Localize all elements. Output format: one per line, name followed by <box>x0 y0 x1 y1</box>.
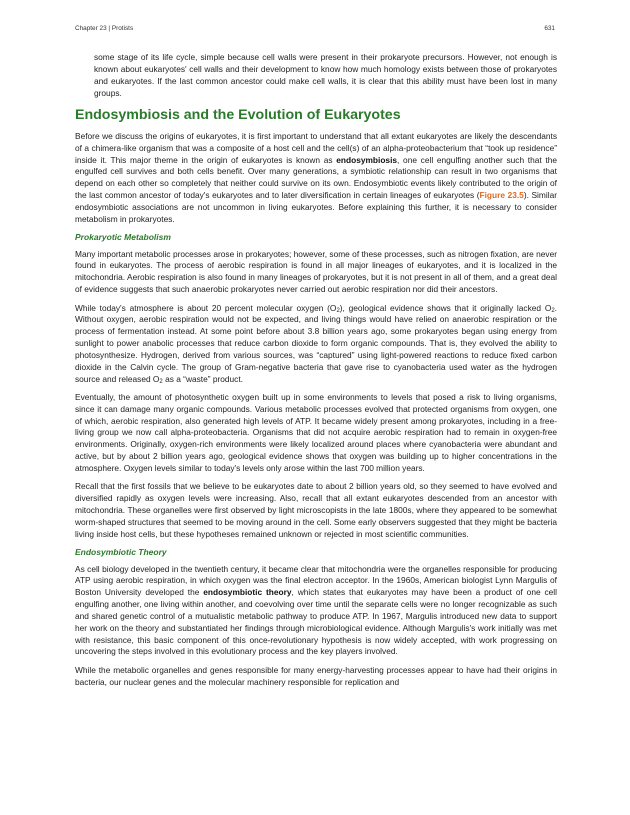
text-run: While today's atmosphere is about 20 percent molecular oxygen (O <box>75 302 337 313</box>
text-run: . Without oxygen, aerobic respiration would not be expected, and living things would have relied on anaerobic respiration or the process of fermentation instead. At some point before about 3.8 billion years ago, some prokaryotes began using energy from sunlight to power anabolic processes that reduce carbon dioxide to form organic compounds. That is, they evolved the ability to photosynthesize. Hydrogen, derived from various sources, was “captured” using light-powered reactions to reduce fixed carbon dioxide in the Calvin cycle. The group of Gram-negative bacteria that gave rise to cyanobacteria used water as the hydrogen source and released O <box>75 302 557 384</box>
endosymbiosis-paragraph <box>75 131 557 226</box>
chapter-label: Chapter 23 <box>75 25 107 32</box>
figure-link[interactable]: Figure 23.5 <box>479 190 524 201</box>
key-term-endosymbiotic-theory: endosymbiotic theory <box>203 587 292 598</box>
page-content <box>75 52 557 695</box>
section-title: Endosymbiosis and the Evolution of Eukaryotes <box>75 106 401 123</box>
subscript: 2 <box>336 307 340 314</box>
key-term-endosymbiosis: endosymbiosis <box>336 154 398 165</box>
page-header <box>75 25 555 33</box>
prokaryotic-paragraph-2 <box>75 303 557 386</box>
prokaryotic-paragraph-4: Recall that the first fossils that we believe to be eukaryotes date to about 2 billion years old, so they seemed to have evolved and diversified rapidly as oxygen levels were increasing. Also, recall that all extant eukaryotes descended from an ancestor with mitochondria. These organelles were first observed by light microscopists in the late 1800s, where they appeared to be somewhat worm-shaped structures that seemed to be moving around in the cell. Some early observers suggested that they might be bacteria living inside host cells, but these hypotheses remained unknown or rejected in most scientific communities. <box>75 481 557 539</box>
chapter-title: Protists <box>111 25 134 32</box>
subscript: 2 <box>159 378 163 385</box>
subsection-title-prokaryotic-metabolism: Prokaryotic Metabolism <box>75 232 171 243</box>
text-run: , which states that eukaryotes may have been a product of one cell engulfing another, one living within another, and coevolving over time until the separate cells were no longer recognizable as such and shared genetic control of a mutualistic metabolic pathway to produce ATP. In 1967, Margulis introduced new data to support her work on the theory and substantiated her findings through microbiological evidence. Although Margulis's work initially was met with resistance, this basic component of this once-revolutionary hypothesis is now widely accepted, with work progressing on uncovering the steps involved in this evolutionary process and the key players involved. <box>75 587 557 657</box>
text-run: as a “waste” product. <box>162 373 243 384</box>
text-run: Before we discuss the origins of eukaryotes, it is first important to understand that all extant eukaryotes are likely the descendants of a chimera-like organism that was a composite of a host cell and the cell(s) of an alpha-proteobacterium that “took up residence” inside it. This major theme in the origin of eukaryotes is known as <box>75 130 557 165</box>
endosymbiotic-paragraph-1 <box>75 564 557 659</box>
subscript: 2 <box>551 307 555 314</box>
text-run: ), geological evidence shows that it originally lacked O <box>339 302 552 313</box>
prokaryotic-paragraph-1: Many important metabolic processes arose in prokaryotes; however, some of these processes, such as nitrogen fixation, are never found in eukaryotes. The process of aerobic respiration is found in all major lineages of eukaryotes, and it is localized in the mitochondria. Aerobic respiration is also found in many lineages of prokaryotes, but it is not present in all of them, and a great deal of evidence suggests that such anaerobic prokaryotes never carried out aerobic respiration nor did their ancestors. <box>75 248 557 295</box>
running-head <box>75 25 133 33</box>
text-run: As cell biology developed in the twentieth century, it became clear that mitochondria were the organelles responsible for producing ATP using aerobic respiration, in which oxygen was the final electron acceptor. In the 1960s, American biologist Lynn Margulis of Boston University developed the <box>75 563 557 598</box>
subsection-title-endosymbiotic-theory: Endosymbiotic Theory <box>75 547 167 558</box>
text-run: ). Similar endosymbiotic associations are not uncommon in living eukaryotes. Before explaining this further, it is necessary to consider metabolism in prokaryotes. <box>75 190 557 224</box>
page-number: 631 <box>544 25 555 32</box>
prokaryotic-paragraph-3: Eventually, the amount of photosynthetic oxygen built up in some environments to levels that posed a risk to living organisms, since it can damage many organic compounds. Various metabolic processes evolved that protected organisms from oxygen, one of which, aerobic respiration, also generated high levels of ATP. It became widely present among prokaryotes, including in a free-living group we now call alpha-proteobacteria. Organisms that did not acquire aerobic respiration had to remain in oxygen-free environments. Originally, oxygen-rich environments were likely localized around places where cyanobacteria were abundant and active, but by about 2 billion years ago, geological evidence shows that oxygen was building up to higher concentrations in the atmosphere. Oxygen levels similar to today's levels only arose within the last 700 million years. <box>75 391 557 473</box>
header-separator: | <box>106 25 112 32</box>
endosymbiotic-paragraph-2: While the metabolic organelles and genes responsible for many energy-harvesting processes appear to have had their origins in bacteria, our nuclear genes and the molecular machinery responsible for replication and <box>75 664 557 687</box>
intro-paragraph: some stage of its life cycle, simple because cell walls were present in their prokaryote precursors. However, not enough is known about eukaryotes' cell walls and their development to know how much homology exists between those of prokaryotes and eukaryotes. If the last common ancestor could make cell walls, it is clear that this ability must have been lost in many groups. <box>94 52 557 98</box>
text-run: , one cell engulfing another such that the engulfed cell survives and both cells benefit. Over many generations, a symbiotic relationship can result in two organisms that depend on each other so completely that neither could survive on its own. Endosymbiotic events likely contributed to the origin of the last common ancestor of today's eukaryotes and to later diversification in certain lineages of eukaryotes ( <box>75 154 557 201</box>
